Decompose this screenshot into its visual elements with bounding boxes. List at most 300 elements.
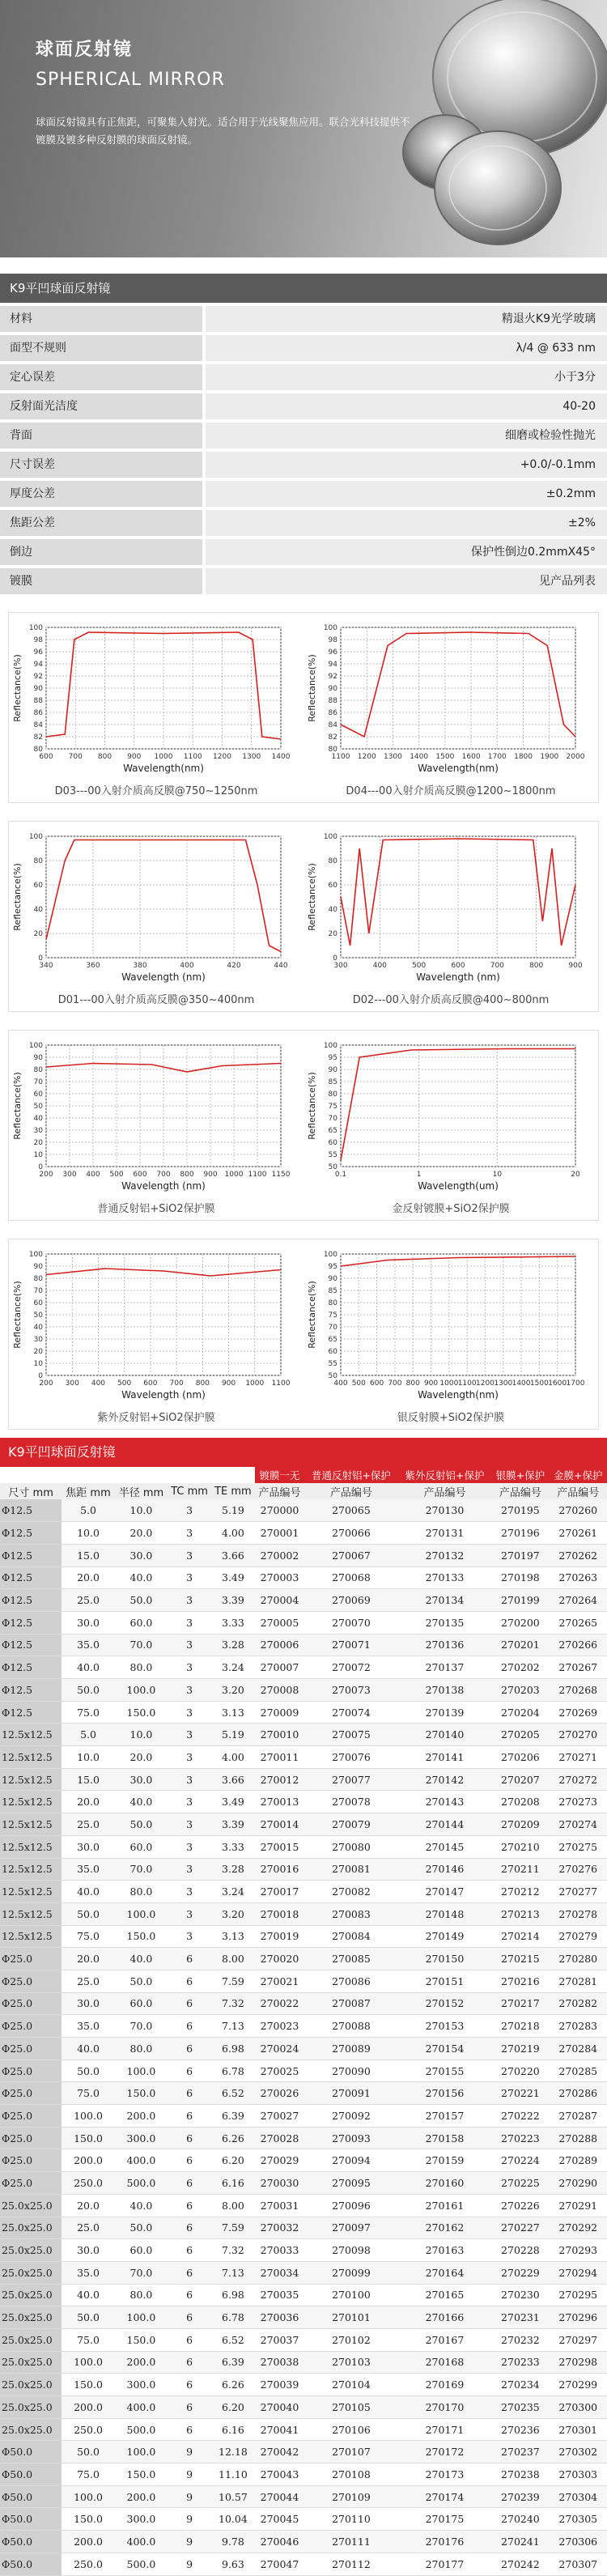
- spec-cell: 3: [168, 1544, 211, 1566]
- product-code-cell: 270036: [255, 2306, 304, 2329]
- spec-cell: 30.0: [115, 1544, 168, 1566]
- product-code-cell: 270294: [550, 2261, 607, 2284]
- y-tick-label: 100: [323, 1042, 337, 1050]
- spec-cell: 3.24: [211, 1881, 255, 1903]
- y-tick-label: 90: [33, 685, 43, 693]
- spec-value: +0.0/-0.1mm: [206, 452, 607, 478]
- product-code-cell: 270163: [398, 2239, 492, 2262]
- spec-cell: 6.20: [211, 2149, 255, 2172]
- spec-cell: 20.0: [62, 1566, 114, 1589]
- product-code-cell: 270292: [550, 2217, 607, 2239]
- spec-cell: 3.20: [211, 1902, 255, 1925]
- product-code-cell: 270225: [491, 2172, 549, 2195]
- product-code-cell: 270086: [304, 1970, 398, 1992]
- table-row: [0, 2306, 607, 2329]
- x-tick-label: 500: [351, 1379, 366, 1388]
- y-tick-label: 90: [328, 685, 337, 693]
- x-axis-label: Wavelength (nm): [121, 1389, 206, 1401]
- spec-cell: 60.0: [115, 1835, 168, 1858]
- spec-cell: 30.0: [115, 1768, 168, 1791]
- spec-cell: 500.0: [115, 2418, 168, 2441]
- y-tick-label: 60: [33, 1090, 43, 1099]
- chart-caption: D03---00入射介质高反膜@750~1250nm: [54, 785, 258, 797]
- product-code-cell: 270150: [398, 1948, 492, 1970]
- size-cell: 25.0x25.0: [0, 2239, 62, 2262]
- y-tick-label: 20: [328, 930, 337, 938]
- y-tick-label: 60: [328, 1348, 337, 1356]
- spec-cell: 3: [168, 1566, 211, 1589]
- product-code-cell: 270152: [398, 1992, 492, 2015]
- y-tick-label: 82: [33, 733, 43, 742]
- spec-value: 细磨或检验性抛光: [206, 423, 607, 448]
- product-code-cell: 270222: [491, 2105, 549, 2128]
- y-axis-label: Reflectance(%): [12, 863, 23, 931]
- y-tick-label: 92: [328, 673, 337, 681]
- product-code-cell: 270037: [255, 2328, 304, 2351]
- spec-cell: 400.0: [115, 2396, 168, 2419]
- spec-cell: 3: [168, 1813, 211, 1836]
- x-tick-label: 1600: [461, 753, 481, 761]
- spec-cell: 40.0: [62, 2284, 114, 2306]
- product-code-cell: 270140: [398, 1724, 492, 1746]
- y-axis-label: Reflectance(%): [12, 654, 23, 722]
- size-cell: Φ25.0: [0, 2082, 62, 2105]
- spec-cell: 3.13: [211, 1925, 255, 1948]
- spec-cell: 75.0: [62, 2328, 114, 2351]
- group-header: 紫外反射铝+保护: [398, 1467, 492, 1483]
- product-code-cell: 270280: [550, 1948, 607, 1970]
- hero-subtitle: SPHERICAL MIRROR: [36, 70, 225, 90]
- spec-cell: 150.0: [62, 2127, 114, 2149]
- x-tick-label: 1100: [331, 753, 350, 761]
- size-cell: 25.0x25.0: [0, 2284, 62, 2306]
- table-row: [0, 1768, 607, 1791]
- spec-cell: 6.52: [211, 2328, 255, 2351]
- y-tick-label: 60: [33, 1299, 43, 1307]
- spec-cell: 6.78: [211, 2060, 255, 2082]
- product-code-cell: 270132: [398, 1544, 492, 1566]
- spec-cell: 70.0: [115, 1634, 168, 1656]
- spec-cell: 3.33: [211, 1835, 255, 1858]
- spec-key: 定心误差: [0, 364, 202, 390]
- reflectance-chart-d04: [304, 613, 598, 804]
- x-axis-label: Wavelength(um): [418, 1180, 499, 1192]
- spec-cell: 200.0: [62, 2531, 114, 2553]
- table-row: [0, 1992, 607, 2015]
- product-code-cell: 270217: [491, 1992, 549, 2015]
- product-code-cell: 270177: [398, 2553, 492, 2575]
- y-tick-label: 60: [328, 882, 337, 890]
- y-tick-label: 80: [33, 746, 43, 754]
- product-code-cell: 270100: [304, 2284, 398, 2306]
- x-tick-label: 900: [203, 1171, 218, 1179]
- product-code-cell: 270067: [304, 1544, 398, 1566]
- product-code-cell: 270277: [550, 1881, 607, 1903]
- spec-row: [0, 510, 607, 536]
- spec-cell: 7.59: [211, 2217, 255, 2239]
- spec-cell: 9: [168, 2508, 211, 2531]
- product-code-cell: 270201: [491, 1634, 549, 1656]
- x-tick-label: 1300: [242, 753, 261, 761]
- spec-cell: 50.0: [115, 1813, 168, 1836]
- product-code-cell: 270265: [550, 1611, 607, 1634]
- spec-key: 面型不规则: [0, 335, 202, 361]
- spec-cell: 300.0: [115, 2127, 168, 2149]
- product-code-cell: 270154: [398, 2038, 492, 2060]
- product-code-cell: 270006: [255, 1634, 304, 1656]
- product-code-cell: 270039: [255, 2374, 304, 2396]
- product-code-cell: 270291: [550, 2194, 607, 2217]
- spec-cell: 50.0: [115, 1970, 168, 1992]
- spec-cell: 25.0: [62, 1589, 114, 1612]
- product-code-cell: 270262: [550, 1544, 607, 1566]
- product-code-cell: 270068: [304, 1566, 398, 1589]
- x-tick-label: 1100: [457, 1379, 477, 1388]
- spec-cell: 3: [168, 1902, 211, 1925]
- spec-cell: 4.00: [211, 1522, 255, 1545]
- product-code-cell: 270275: [550, 1835, 607, 1858]
- product-code-cell: 270274: [550, 1813, 607, 1836]
- product-code-cell: 270234: [491, 2374, 549, 2396]
- spec-cell: 5.19: [211, 1499, 255, 1522]
- product-code-cell: 270153: [398, 2015, 492, 2038]
- x-tick-label: 400: [333, 1379, 348, 1388]
- x-axis-label: Wavelength(nm): [123, 763, 204, 774]
- product-code-cell: 270040: [255, 2396, 304, 2419]
- spec-cell: 40.0: [62, 1656, 114, 1679]
- product-code-cell: 270151: [398, 1970, 492, 1992]
- product-code-cell: 270223: [491, 2127, 549, 2149]
- y-tick-label: 75: [328, 1103, 337, 1111]
- reflectance-chart-uv-aluminum: [9, 1239, 304, 1430]
- product-code-cell: 270301: [550, 2418, 607, 2441]
- group-header: 银膜+保护: [491, 1467, 549, 1483]
- product-code-cell: 270088: [304, 2015, 398, 2038]
- table-row: [0, 2508, 607, 2531]
- spec-cell: 9: [168, 2553, 211, 2575]
- size-cell: Φ25.0: [0, 2038, 62, 2060]
- table-row: [0, 1948, 607, 1970]
- product-code-cell: 270267: [550, 1656, 607, 1679]
- product-code-cell: 270172: [398, 2441, 492, 2463]
- table-row: [0, 1902, 607, 1925]
- table-row: [0, 1701, 607, 1724]
- spec-cell: 50.0: [62, 1902, 114, 1925]
- spec-cell: 300.0: [115, 2508, 168, 2531]
- spec-cell: 40.0: [115, 1791, 168, 1813]
- x-axis-label: Wavelength(nm): [418, 763, 499, 774]
- size-cell: Φ25.0: [0, 1948, 62, 1970]
- y-tick-label: 90: [33, 1263, 43, 1271]
- x-axis-label: Wavelength(nm): [418, 1389, 499, 1401]
- x-tick-label: 1000: [439, 1379, 459, 1388]
- spec-cell: 100.0: [115, 1902, 168, 1925]
- group-header: 普通反射铝+保护: [304, 1467, 398, 1483]
- product-code-cell: 270214: [491, 1925, 549, 1948]
- product-code-cell: 270241: [491, 2531, 549, 2553]
- product-code-cell: 270299: [550, 2374, 607, 2396]
- product-code-cell: 270170: [398, 2396, 492, 2419]
- spec-cell: 3: [168, 1791, 211, 1813]
- product-code-cell: 270264: [550, 1589, 607, 1612]
- y-tick-label: 65: [328, 1336, 337, 1344]
- product-code-cell: 270268: [550, 1679, 607, 1702]
- column-header: 产品编号: [398, 1483, 492, 1499]
- product-code-cell: 270042: [255, 2441, 304, 2463]
- product-code-cell: 270210: [491, 1835, 549, 1858]
- product-code-cell: 270148: [398, 1902, 492, 1925]
- y-tick-label: 98: [328, 636, 337, 644]
- column-header: 尺寸 mm: [0, 1483, 62, 1499]
- product-code-cell: 270104: [304, 2374, 398, 2396]
- table-row: [0, 1656, 607, 1679]
- spec-cell: 6: [168, 1992, 211, 2015]
- spec-cell: 150.0: [62, 2374, 114, 2396]
- spec-cell: 6: [168, 2105, 211, 2128]
- spec-cell: 40.0: [115, 1566, 168, 1589]
- product-code-cell: 270171: [398, 2418, 492, 2441]
- spec-cell: 40.0: [115, 2194, 168, 2217]
- x-tick-label: 300: [65, 1379, 79, 1388]
- x-tick-label: 1400: [271, 753, 291, 761]
- size-cell: Φ12.5: [0, 1656, 62, 1679]
- product-code-cell: 270297: [550, 2328, 607, 2351]
- size-cell: Φ12.5: [0, 1701, 62, 1724]
- product-code-cell: 270224: [491, 2149, 549, 2172]
- x-tick-label: 200: [39, 1171, 53, 1179]
- product-code-cell: 270200: [491, 1611, 549, 1634]
- product-code-cell: 270134: [398, 1589, 492, 1612]
- product-code-cell: 270019: [255, 1925, 304, 1948]
- product-code-cell: 270110: [304, 2508, 398, 2531]
- y-tick-label: 80: [328, 746, 337, 754]
- reflectance-chart-d02: [304, 822, 598, 1013]
- spec-cell: 6.52: [211, 2082, 255, 2105]
- spec-key: 镀膜: [0, 568, 202, 594]
- size-cell: Φ12.5: [0, 1679, 62, 1702]
- y-tick-label: 80: [33, 1275, 43, 1283]
- product-code-cell: 270072: [304, 1656, 398, 1679]
- spec-cell: 10.04: [211, 2508, 255, 2531]
- spec-cell: 20.0: [115, 1746, 168, 1769]
- y-tick-label: 85: [328, 1078, 337, 1086]
- product-code-cell: 270272: [550, 1768, 607, 1791]
- chart-pair-4: [8, 1239, 599, 1430]
- x-tick-label: 1800: [514, 753, 533, 761]
- table-row: [0, 2374, 607, 2396]
- spec-cell: 200.0: [62, 2396, 114, 2419]
- size-cell: Φ50.0: [0, 2531, 62, 2553]
- product-code-cell: 270041: [255, 2418, 304, 2441]
- y-tick-label: 55: [328, 1360, 337, 1368]
- product-code-cell: 270300: [550, 2396, 607, 2419]
- size-cell: 12.5x12.5: [0, 1724, 62, 1746]
- x-tick-label: 300: [62, 1171, 77, 1179]
- reflectance-chart-silver: [304, 1239, 598, 1430]
- product-code-cell: 270066: [304, 1522, 398, 1545]
- spec-cell: 6.98: [211, 2038, 255, 2060]
- spec-cell: 6.39: [211, 2105, 255, 2128]
- y-tick-label: 40: [328, 906, 337, 914]
- y-tick-label: 100: [323, 1251, 337, 1259]
- spec-cell: 5.0: [62, 1724, 114, 1746]
- product-code-cell: 270075: [304, 1724, 398, 1746]
- x-tick-label: 440: [274, 962, 288, 970]
- y-tick-label: 75: [328, 1311, 337, 1320]
- product-code-cell: 270025: [255, 2060, 304, 2082]
- spec-cell: 35.0: [62, 2015, 114, 2038]
- spec-cell: 3: [168, 1835, 211, 1858]
- product-code-cell: 270090: [304, 2060, 398, 2082]
- spec-cell: 3.28: [211, 1634, 255, 1656]
- spec-cell: 3.24: [211, 1656, 255, 1679]
- product-code-cell: 270096: [304, 2194, 398, 2217]
- x-tick-label: 500: [109, 1171, 124, 1179]
- y-axis-label: Reflectance(%): [307, 1072, 317, 1140]
- spec-value: 保护性倒边0.2mmX45°: [206, 539, 607, 565]
- y-tick-label: 98: [33, 636, 43, 644]
- x-tick-label: 1900: [540, 753, 559, 761]
- spec-cell: 6: [168, 2015, 211, 2038]
- product-code-cell: 270196: [491, 1522, 549, 1545]
- column-header-row: [0, 1483, 607, 1499]
- product-code-cell: 270147: [398, 1881, 492, 1903]
- spec-cell: 20.0: [115, 1522, 168, 1545]
- product-code-cell: 270009: [255, 1701, 304, 1724]
- spec-cell: 6.39: [211, 2351, 255, 2374]
- product-code-cell: 270219: [491, 2038, 549, 2060]
- y-tick-label: 80: [328, 1299, 337, 1307]
- x-tick-label: 1200: [357, 753, 376, 761]
- product-code-cell: 270271: [550, 1746, 607, 1769]
- table-row: [0, 2239, 607, 2262]
- product-code-cell: 270175: [398, 2508, 492, 2531]
- spec-cell: 3: [168, 1858, 211, 1881]
- spec-cell: 6.16: [211, 2172, 255, 2195]
- product-code-cell: 270213: [491, 1902, 549, 1925]
- spec-cell: 70.0: [115, 1858, 168, 1881]
- size-cell: Φ25.0: [0, 1970, 62, 1992]
- spec-cell: 6: [168, 2194, 211, 2217]
- chart-uv-al: [9, 1239, 304, 1429]
- column-header: TC mm: [168, 1483, 211, 1499]
- table-row: [0, 1791, 607, 1813]
- spec-cell: 30.0: [62, 2239, 114, 2262]
- spec-cell: 10.0: [62, 1522, 114, 1545]
- x-tick-label: 1400: [511, 1379, 531, 1388]
- y-tick-label: 82: [328, 733, 337, 742]
- spec-cell: 50.0: [115, 2217, 168, 2239]
- y-tick-label: 84: [328, 721, 337, 729]
- product-code-cell: 270287: [550, 2105, 607, 2128]
- spec-cell: 60.0: [115, 2239, 168, 2262]
- x-axis-label: Wavelength (nm): [121, 971, 206, 983]
- size-cell: 25.0x25.0: [0, 2306, 62, 2329]
- spec-cell: 7.13: [211, 2015, 255, 2038]
- product-code-cell: 270144: [398, 1813, 492, 1836]
- y-tick-label: 10: [33, 1151, 43, 1159]
- y-axis-label: Reflectance(%): [307, 1281, 317, 1349]
- y-tick-label: 65: [328, 1127, 337, 1135]
- product-code-cell: 270273: [550, 1791, 607, 1813]
- product-code-cell: 270261: [550, 1522, 607, 1545]
- product-code-cell: 270306: [550, 2531, 607, 2553]
- product-code-cell: 270084: [304, 1925, 398, 1948]
- size-cell: Φ25.0: [0, 1992, 62, 2015]
- spec-cell: 35.0: [62, 2261, 114, 2284]
- product-code-cell: 270046: [255, 2531, 304, 2553]
- product-code-cell: 270283: [550, 2015, 607, 2038]
- reflectance-chart-gold: [304, 1031, 598, 1222]
- spec-value: ±2%: [206, 510, 607, 536]
- table-row: [0, 1724, 607, 1746]
- spec-cell: 3.66: [211, 1768, 255, 1791]
- spec-cell: 80.0: [115, 2038, 168, 2060]
- product-code-cell: 270160: [398, 2172, 492, 2195]
- spec-cell: 20.0: [62, 1948, 114, 1970]
- product-code-cell: 270029: [255, 2149, 304, 2172]
- size-cell: 12.5x12.5: [0, 1813, 62, 1836]
- chart-d04: [304, 613, 598, 802]
- product-code-cell: 270281: [550, 1970, 607, 1992]
- product-code-cell: 270239: [491, 2485, 549, 2508]
- product-code-cell: 270026: [255, 2082, 304, 2105]
- chart-caption: D02---00入射介质高反膜@400~800nm: [352, 994, 550, 1006]
- spec-cell: 25.0: [62, 1813, 114, 1836]
- size-cell: 25.0x25.0: [0, 2194, 62, 2217]
- spec-cell: 3.13: [211, 1701, 255, 1724]
- spec-key: 倒边: [0, 539, 202, 565]
- product-code-cell: 270035: [255, 2284, 304, 2306]
- chart-caption: D04---00入射介质高反膜@1200~1800nm: [346, 785, 556, 797]
- spec-cell: 9: [168, 2463, 211, 2486]
- table-row: [0, 1881, 607, 1903]
- spec-cell: 60.0: [115, 1611, 168, 1634]
- product-code-cell: 270016: [255, 1858, 304, 1881]
- product-code-cell: 270038: [255, 2351, 304, 2374]
- table-row: [0, 2328, 607, 2351]
- table-row: [0, 2396, 607, 2419]
- y-tick-label: 100: [28, 1042, 43, 1050]
- table-row: [0, 2172, 607, 2195]
- size-cell: Φ25.0: [0, 2172, 62, 2195]
- y-tick-label: 80: [33, 857, 43, 865]
- product-code-cell: 270164: [398, 2261, 492, 2284]
- spec-cell: 4.00: [211, 1746, 255, 1769]
- x-tick-label: 800: [195, 1379, 210, 1388]
- x-tick-label: 400: [180, 962, 194, 970]
- y-tick-label: 84: [33, 721, 43, 729]
- product-code-cell: 270176: [398, 2531, 492, 2553]
- product-code-cell: 270221: [491, 2082, 549, 2105]
- spec-table: [0, 306, 607, 594]
- spec-cell: 80.0: [115, 1881, 168, 1903]
- size-cell: 12.5x12.5: [0, 1858, 62, 1881]
- spec-cell: 40.0: [115, 1948, 168, 1970]
- spec-cell: 3: [168, 1499, 211, 1522]
- product-code-cell: 270305: [550, 2508, 607, 2531]
- size-cell: Φ50.0: [0, 2553, 62, 2575]
- y-tick-label: 40: [33, 1115, 43, 1123]
- size-cell: 12.5x12.5: [0, 1791, 62, 1813]
- product-code-cell: 270288: [550, 2127, 607, 2149]
- y-tick-label: 30: [33, 1336, 43, 1344]
- product-code-cell: 270212: [491, 1881, 549, 1903]
- product-code-cell: 270203: [491, 1679, 549, 1702]
- spec-key: 反射面光洁度: [0, 393, 202, 419]
- product-code-cell: 270137: [398, 1656, 492, 1679]
- spec-cell: 6: [168, 2284, 211, 2306]
